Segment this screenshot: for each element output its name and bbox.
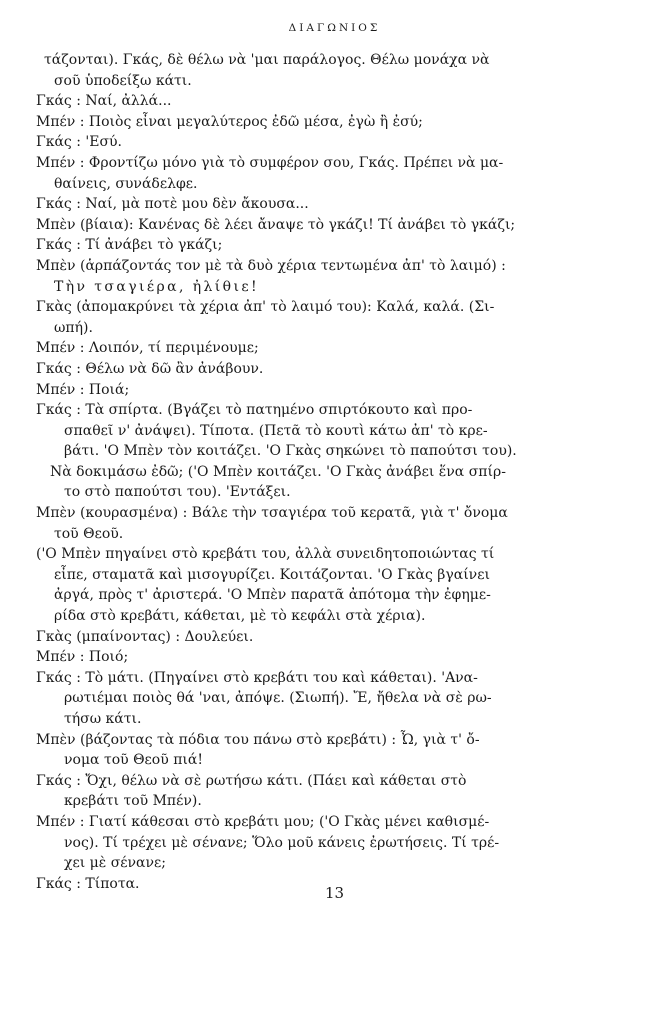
text-line: εἶπε, σταματᾶ καὶ μισογυρίζει. Κοιτάζονται. 'Ο Γκὰς βγαίνει — [54, 566, 490, 583]
text-line: νος). Τί τρέχει μὲ σένανε; Ὅλο μοῦ κάνεις ἐρωτήσεις. Τί τρέ- — [64, 834, 500, 851]
text-line: Μπέν : Φροντίζω μόνο γιὰ τὸ συμφέρον σου, Γκάς. Πρέπει νὰ μα- — [36, 154, 504, 171]
text-line: ωπή). — [54, 319, 93, 336]
play-text — [36, 50, 568, 894]
text-line: Μπέν : Ποιὸς εἶναι μεγαλύτερος ἐδῶ μέσα, ἐγὼ ἢ ἐσύ; — [36, 113, 423, 130]
text-line: Γκάς : Τὰ σπίρτα. (Βγάζει τὸ πατημένο σπιρτόκουτο καὶ προ- — [36, 402, 473, 419]
text-line: Γκὰς (ἀπομακρύνει τὰ χέρια ἀπ' τὸ λαιμό του): Καλά, καλά. (Σι- — [36, 299, 495, 316]
page-number: 13 — [324, 884, 345, 902]
text-line: το στὸ παπούτσι του). 'Εντάξει. — [64, 484, 291, 501]
text-line: Γκὰς (μπαίνοντας) : Δουλεύει. — [36, 628, 254, 645]
text-line: Γκάς : Τὸ μάτι. (Πηγαίνει στὸ κρεβάτι του καὶ κάθεται). 'Ανα- — [36, 669, 478, 686]
text-line: Μπέν : Ποιό; — [36, 649, 129, 666]
text-line: σοῦ ὑποδείξω κάτι. — [54, 72, 192, 89]
text-line: ρίδα στὸ κρεβάτι, κάθεται, μὲ τὸ κεφάλι στὰ χέρια). — [54, 608, 426, 625]
text-line: τοῦ Θεοῦ. — [54, 525, 124, 542]
running-head: ΔΙΑΓΩΝΙΟΣ — [288, 22, 381, 34]
text-line: νομα τοῦ Θεοῦ πιά! — [64, 752, 203, 769]
text-line: Γκάς : Τί ἀνάβει τὸ γκάζι; — [36, 237, 223, 254]
text-line: Μπὲν (βίαια): Κανένας δὲ λέει ἄναψε τὸ γκάζι! Τί ἀνάβει τὸ γκάζι; — [36, 216, 516, 233]
text-line: Μπέν : Ποιά; — [36, 381, 130, 398]
text-line: Γκάς : Τίποτα. — [36, 875, 140, 892]
text-line: ρωτιέμαι ποιὸς θά 'ναι, ἀπόψε. (Σιωπή). Ἔ, ἤθελα νὰ σὲ ρω- — [64, 690, 492, 707]
text-line: τάζονται). Γκάς, δὲ θέλω νὰ 'μαι παράλογος. Θέλω μονάχα νὰ — [44, 52, 490, 68]
text-line: Μπέν : Γιατί κάθεσαι στὸ κρεβάτι μου; ('Ο Γκὰς μένει καθισμέ- — [36, 813, 490, 830]
text-line: Μπὲν (βάζοντας τὰ πόδια του πάνω στὸ κρεβάτι) : Ὦ, γιὰ τ' ὄ- — [36, 731, 480, 748]
text-line: θαίνεις, συνάδελφε. — [54, 175, 198, 192]
text-line: Γκάς : Ὄχι, θέλω νὰ σὲ ρωτήσω κάτι. (Πάει καὶ κάθεται στὸ — [36, 772, 467, 789]
text-line: Γκάς : Ναί, ἀλλά... — [36, 93, 172, 110]
text-line: βάτι. 'Ο Μπὲν τὸν κοιτάζει. 'Ο Γκὰς σηκώνει τὸ παπούτσι του). — [64, 443, 517, 460]
text-line: χει μὲ σένανε; — [64, 855, 166, 872]
text-line: ἀργά, πρὸς τ' ἀριστερά. 'Ο Μπὲν παρατᾶ ἀπότομα τὴν ἐφημε- — [54, 587, 491, 604]
text-line: Νὰ δοκιμάσω ἐδῶ; ('Ο Μπὲν κοιτάζει. 'Ο Γκὰς ἀνάβει ἕνα σπίρ- — [50, 463, 506, 480]
text-line: ('Ο Μπὲν πηγαίνει στὸ κρεβάτι του, ἀλλὰ συνειδητοποιώντας τί — [36, 546, 495, 563]
text-line: Μπὲν (κουρασμένα) : Βάλε τὴν τσαγιέρα τοῦ κερατᾶ, γιὰ τ' ὄνομα — [36, 505, 508, 522]
text-line: Μπὲν (ἁρπάζοντάς τον μὲ τὰ δυὸ χέρια τεντωμένα ἀπ' τὸ λαιμό) : — [36, 257, 506, 274]
text-line: Γκάς : Θέλω νὰ δῶ ἂν ἀνάβουν. — [36, 360, 264, 377]
text-line: Τὴν τσαγιέρα, ἠλίθιε! — [54, 278, 260, 295]
text-line: Γκάς : Ναί, μὰ ποτὲ μου δὲν ἄκουσα... — [36, 196, 309, 213]
text-line: τήσω κάτι. — [64, 711, 142, 727]
text-line: κρεβάτι τοῦ Μπέν). — [64, 793, 202, 810]
text-line: σπαθεῖ ν' ἀνάψει). Τίποτα. (Πετᾶ τὸ κουτὶ κάτω ἀπ' τὸ κρε- — [64, 422, 488, 439]
text-line: Γκάς : 'Εσύ. — [36, 134, 122, 151]
text-line: Μπέν : Λοιπόν, τί περιμένουμε; — [36, 340, 259, 357]
